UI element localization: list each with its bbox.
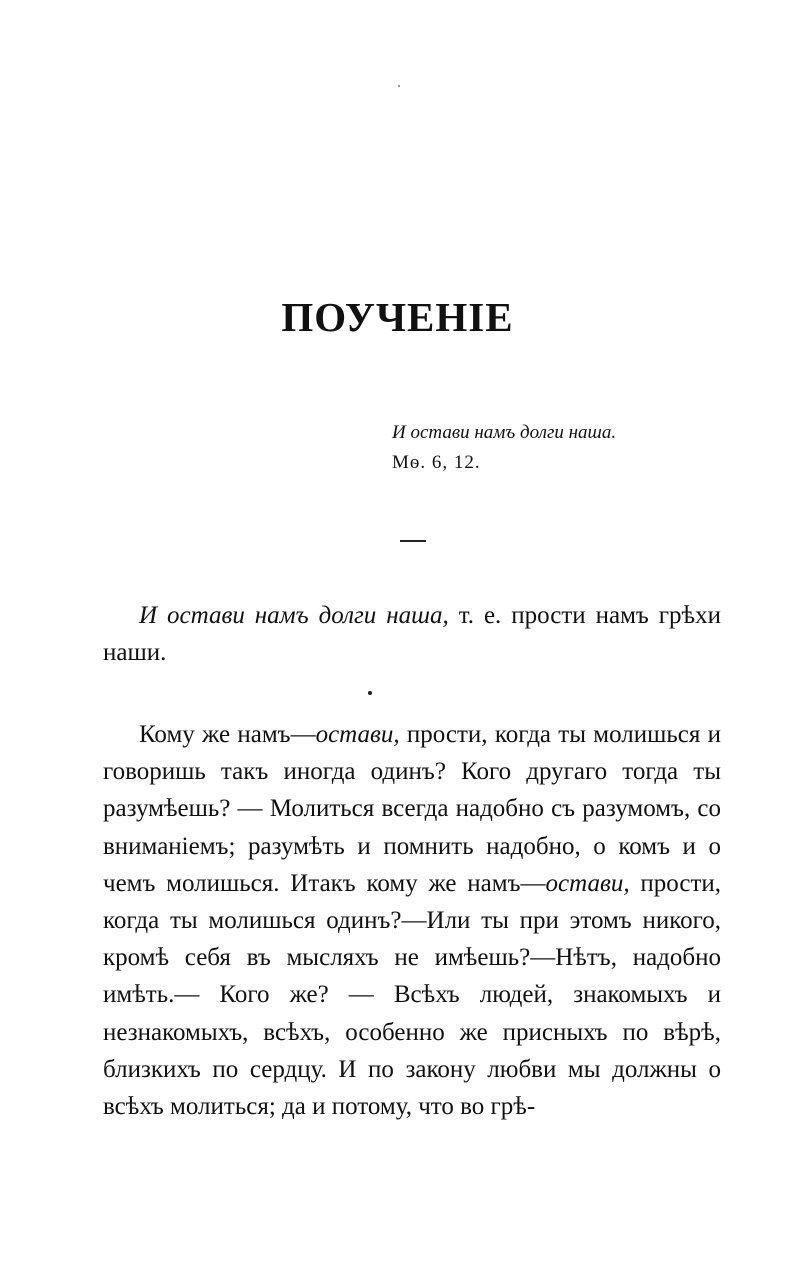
dot-separator (368, 691, 372, 695)
paragraph-1-text: т. е. прости намъ грѣхи наши. (103, 602, 721, 667)
paragraph-2 (103, 716, 721, 1125)
paragraph-2-part-3: прости, когда ты молишься одинъ?—Или ты при этомъ никого, кромѣ себя въ мысляхъ не имѣешь?—Нѣтъ, надобно имѣть.— Кого же? — Всѣхъ людей, знакомыхъ и незнакомыхъ, всѣхъ, особенно же присныхъ по вѣрѣ, близкихъ по сердцу. И по закону любви мы должны о всѣхъ молиться; да и потому, что во грѣ- (103, 869, 721, 1121)
page-title: ПОУЧЕНІЕ (281, 294, 514, 340)
paragraph-1-italic: И остави намъ долги наша, (139, 602, 449, 629)
paragraph-1 (103, 597, 721, 671)
paragraph-2-part-2: прости, когда ты молишься и говоришь такъ иногда одинъ? Кого другаго тогда ты разумѣешь? — Молиться всегда надобно съ разумомъ, со вниманіемъ; разумѣть и помнить надобно, о комъ и о чемъ молишься. Итакъ кому же намъ— (103, 721, 722, 897)
dash-separator (400, 540, 426, 542)
epigraph-verse: И остави намъ долги наша. (392, 422, 617, 443)
epigraph-reference: Мѳ. 6, 12. (392, 452, 481, 473)
paragraph-2-italic-1: остави, (315, 721, 400, 748)
paragraph-2-part-1: Кому же намъ— (139, 721, 316, 748)
page-speck (398, 85, 400, 87)
epigraph (392, 418, 616, 478)
paragraph-2-italic-2: остави, (545, 869, 630, 897)
